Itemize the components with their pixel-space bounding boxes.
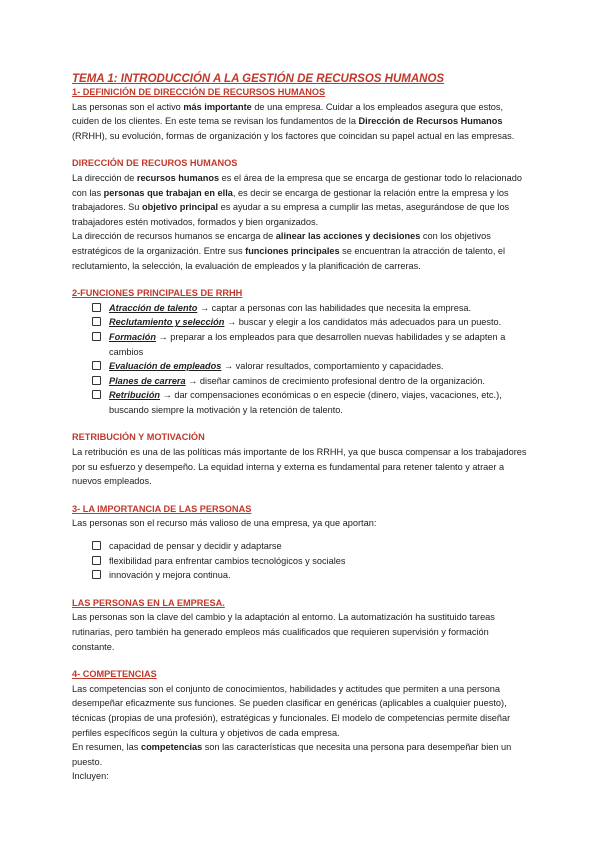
text-run: La dirección de: [72, 172, 137, 183]
item-text: innovación y mejora continua.: [109, 570, 231, 581]
paragraph-competencias-3: Incluyen:: [72, 771, 109, 782]
section-heading-definicion: 1- DEFINICIÓN DE DIRECCIÓN DE RECURSOS HUMANOS: [72, 87, 326, 97]
item-term: Formación: [109, 331, 156, 342]
bold-text: recursos humanos: [136, 172, 220, 183]
text-run: , es decir se encarga de gestionar la relación entre la empresa y los trabajadores. Su: [72, 187, 509, 213]
checklist-item: [92, 388, 532, 417]
bold-text: personas que trabajan en ella: [103, 187, 233, 198]
section-heading-direccion: DIRECCIÓN DE RECUROS HUMANOS: [72, 158, 238, 169]
bold-text: objetivo principal: [141, 202, 219, 213]
checkbox-icon[interactable]: [92, 556, 101, 565]
item-text: flexibilidad para enfrentar cambios tecnológicos y sociales: [109, 555, 346, 566]
bold-text: alinear las acciones y decisiones: [275, 231, 421, 242]
checklist-item: [92, 374, 532, 389]
paragraph-importancia: Las personas son el recurso más valioso de una empresa, ya que aportan:: [72, 518, 377, 529]
text-run: (RRHH), su evolución, formas de organización y los factores que coincidan su papel actual en las empresas.: [72, 130, 515, 141]
item-text: capacidad de pensar y decidir y adaptarse: [109, 541, 282, 552]
section-heading-retribucion: RETRIBUCIÓN Y MOTIVACIÓN: [72, 432, 205, 443]
section-heading-funciones: 2-FUNCIONES PRINCIPALES DE RRHH: [72, 288, 243, 299]
paragraph-retribucion: La retribución es una de las políticas más importante de los RRHH, ya que busca compensar a los trabajadores por su esfuerzo y desempeño. La equidad interna y externa es fundamental para retener talento y atraer a nuevos empleados.: [72, 447, 527, 487]
importancia-checklist: [72, 539, 532, 583]
paragraph-definicion: [72, 100, 532, 144]
item-description: → preparar a los empleados para que desarrollen nuevas habilidades y se adapten a cambios: [109, 331, 506, 357]
paragraph-direccion-2: [72, 229, 532, 273]
item-description: → valorar resultados, comportamiento y capacidades.: [221, 361, 444, 372]
text-run: En resumen, las: [72, 742, 141, 753]
item-description: → captar a personas con las habilidades que necesita la empresa.: [197, 302, 472, 313]
document-title: TEMA 1: INTRODUCCIÓN A LA GESTIÓN DE RECURSOS HUMANOS: [72, 73, 445, 85]
text-run: es el área de la empresa que se encarga de gestionar todo lo relacionado con las: [72, 172, 522, 198]
checklist-item: [92, 330, 532, 359]
checkbox-icon[interactable]: [92, 361, 101, 370]
checklist-item: [92, 554, 532, 569]
bold-text: Dirección de Recursos Humanos: [358, 116, 503, 127]
checkbox-icon[interactable]: [92, 317, 101, 326]
paragraph-personas-empresa: Las personas son la clave del cambio y la adaptación al entorno. La automatización ha sustituido tareas rutinarias, pero también ha generado empleos más cualificados que requieren supervisión y formación constante.: [72, 612, 495, 652]
paragraph-direccion-1: [72, 171, 532, 229]
text-run: es ayudar a su empresa a cumplir las metas, asegurándose de que los trabajadores estén motivados, formados y bien organizados.: [72, 202, 510, 227]
funciones-checklist: [72, 301, 532, 418]
section-heading-importancia: 3- LA IMPORTANCIA DE LAS PERSONAS: [72, 503, 252, 514]
text-run: de una empresa. Cuidar a los empleados asegura que estos, cuiden de los clientes. En este tema se revisan los fundamentos de la: [72, 101, 504, 127]
item-term: Planes de carrera: [109, 375, 186, 386]
item-term: Retribución: [109, 390, 161, 401]
checkbox-icon[interactable]: [92, 303, 101, 312]
paragraph-competencias-2: [72, 740, 532, 769]
bold-text: funciones principales: [245, 245, 340, 256]
item-description: → buscar y elegir a los candidatos más adecuados para un puesto.: [224, 317, 502, 328]
text-run: se encuentran la atracción de talento, el reclutamiento, la selección, la evaluación de empleados y la planificación de carreras.: [72, 245, 506, 271]
text-run: Las personas son el activo: [72, 101, 184, 112]
checklist-item: [92, 301, 532, 316]
checkbox-icon[interactable]: [92, 570, 101, 579]
bold-text: competencias: [140, 742, 203, 753]
bold-text: más importante: [183, 101, 252, 112]
text-run: La dirección de recursos humanos se encarga de: [72, 231, 276, 242]
section-heading-personas-empresa: LAS PERSONAS EN LA EMPRESA.: [72, 597, 225, 608]
checkbox-icon[interactable]: [92, 541, 101, 550]
checklist-item: [92, 539, 532, 554]
checkbox-icon[interactable]: [92, 332, 101, 341]
section-heading-competencias: 4- COMPETENCIAS: [72, 669, 157, 680]
text-run: con los objetivos estratégicos de la organización. Entre sus: [72, 231, 491, 256]
checklist-item: [92, 568, 532, 583]
checkbox-icon[interactable]: [92, 390, 101, 399]
checklist-item: [92, 359, 532, 374]
paragraph-competencias-1: Las competencias son el conjunto de conocimientos, habilidades y actitudes que permiten a una persona desempeñar eficazmente sus funciones. Se pueden clasificar en genéricas (aplicables a cualquier puesto), técnicas (propias de una profesión), estratégicas y funcionales. El modelo de competencias permite diseñar perfiles específicos según la cultura y objetivos de cada empresa.: [72, 683, 511, 738]
item-term: Atracción de talento: [109, 302, 198, 313]
checkbox-icon[interactable]: [92, 376, 101, 385]
item-description: → dar compensaciones económicas o en especie (dinero, viajes, vacaciones, etc.), buscando siempre la motivación y la retención de talento.: [109, 390, 502, 415]
document-page: [72, 72, 532, 784]
checklist-item: [92, 315, 532, 330]
item-description: → diseñar caminos de crecimiento profesional dentro de la organización.: [185, 375, 485, 386]
item-term: Evaluación de empleados: [109, 361, 222, 372]
text-run: son las características que necesita una persona para desempeñar bien un puesto.: [72, 742, 512, 767]
item-term: Reclutamiento y selección: [109, 317, 225, 328]
